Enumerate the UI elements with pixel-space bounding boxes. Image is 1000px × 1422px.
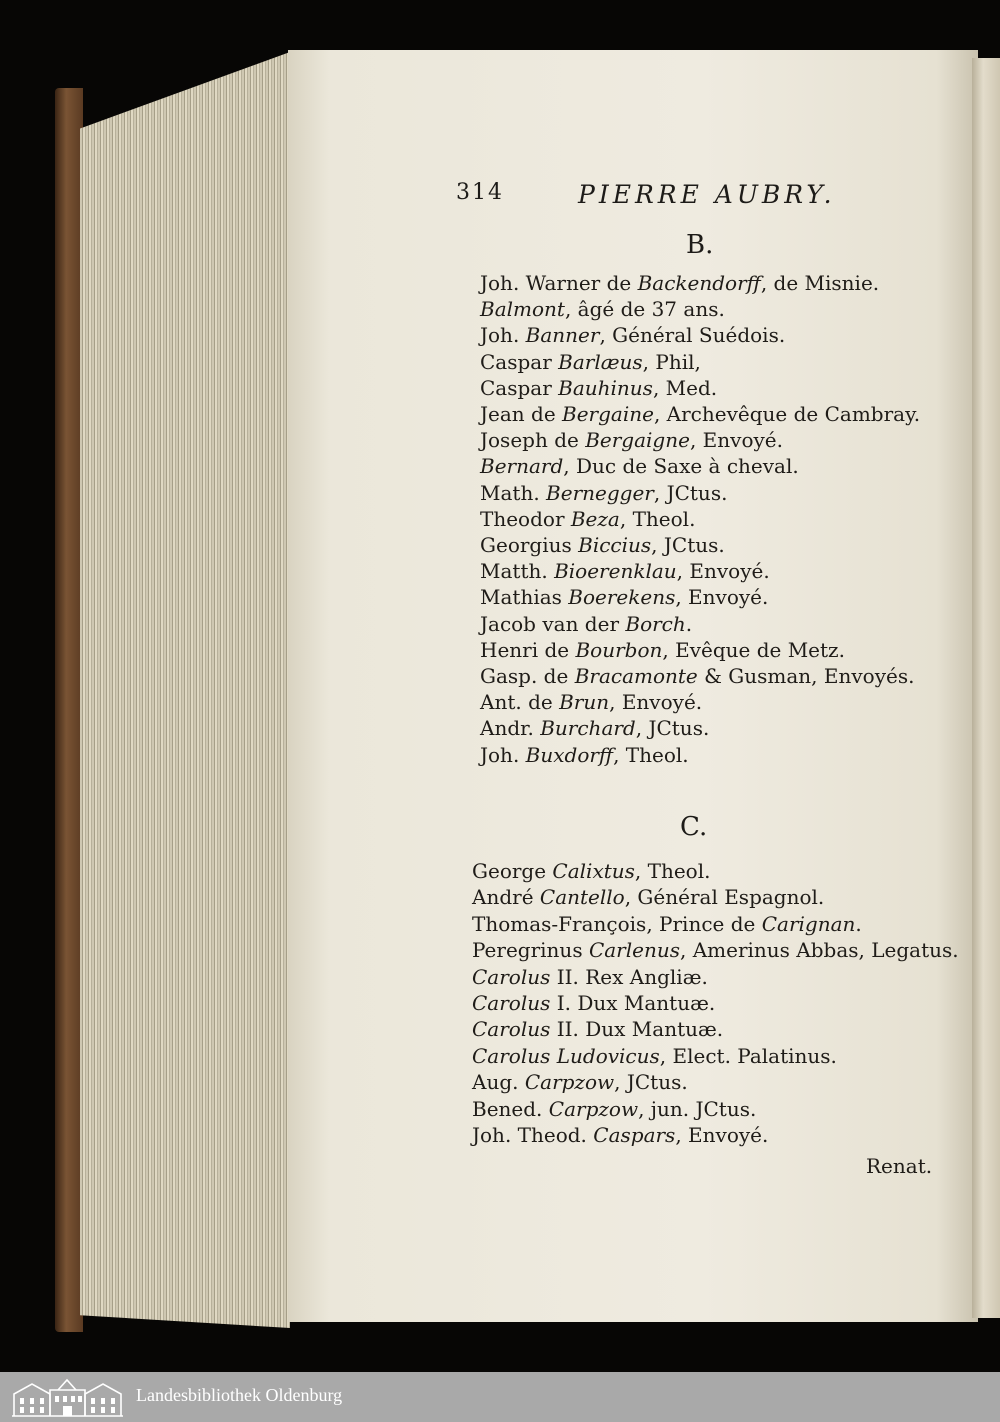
entry-name: Backendorff <box>637 271 761 295</box>
entry-prefix: Math. <box>480 480 547 505</box>
entry-prefix: Henri de <box>480 637 576 662</box>
entry-name: Carolus Ludovicus <box>472 1043 660 1068</box>
entry-suffix: . <box>855 911 862 936</box>
entry-suffix: , Amerinus Abbas, Legatus. <box>679 938 959 963</box>
entry-prefix: Aug. <box>472 1070 525 1095</box>
index-entry <box>480 480 920 506</box>
entry-prefix: Gasp. de <box>480 664 575 689</box>
entry-prefix: Thomas-François, Prince de <box>472 911 762 936</box>
entry-name: Bernegger <box>546 480 654 505</box>
index-entry <box>480 270 920 296</box>
entry-name: Bergaine <box>562 402 654 427</box>
entry-suffix: II. Dux Mantuæ. <box>550 1017 724 1042</box>
entry-name: Carolus <box>472 991 551 1016</box>
entry-suffix: , Theol. <box>634 859 711 883</box>
entry-suffix: , âgé de 37 ans. <box>564 297 725 322</box>
index-entry <box>480 584 920 610</box>
entry-prefix: Joh. <box>480 742 526 767</box>
page-edges <box>80 52 290 1328</box>
entry-name: Bourbon <box>575 637 663 662</box>
index-entry <box>480 715 920 741</box>
entry-suffix: , JCtus. <box>614 1070 688 1095</box>
entry-suffix: . <box>685 611 693 636</box>
entry-suffix: , Med. <box>652 375 718 400</box>
entry-prefix: Matth. <box>480 559 555 584</box>
entry-prefix: Theodor <box>480 506 571 531</box>
index-entry <box>480 742 920 768</box>
entry-name: Balmont <box>480 297 565 322</box>
entry-suffix: , jun. JCtus. <box>638 1096 757 1121</box>
index-entry <box>472 884 959 910</box>
entry-suffix: , de Misnie. <box>760 271 880 295</box>
section-letter-c: C. <box>680 812 708 842</box>
entry-name: Bernard <box>480 454 564 479</box>
index-entry <box>480 506 920 532</box>
entry-suffix: , Envoyé. <box>675 1123 769 1148</box>
entry-prefix: Bened. <box>472 1096 549 1121</box>
entry-prefix: Caspar <box>480 375 559 400</box>
entry-name: Beza <box>570 506 620 531</box>
entry-suffix: , JCtus. <box>653 480 728 505</box>
entry-suffix: , Général Espagnol. <box>624 885 825 910</box>
entry-suffix: & Gusman, Envoyés. <box>697 664 915 689</box>
entry-name: Buxdorff <box>525 742 614 767</box>
index-entry <box>480 637 920 663</box>
entry-list-c <box>472 858 959 1148</box>
index-entry <box>472 911 959 937</box>
entry-prefix: Joh. <box>480 323 526 348</box>
library-footer-bar <box>0 1372 1000 1422</box>
entry-list-b <box>480 270 920 768</box>
entry-name: Cantello <box>539 885 625 910</box>
book-cover-edge <box>55 88 83 1332</box>
entry-name: Banner <box>525 323 600 348</box>
entry-suffix: , Archevêque de Cambray. <box>653 402 921 427</box>
index-entry <box>472 1043 959 1069</box>
index-entry <box>472 1096 959 1122</box>
entry-name: Bergaigne <box>585 428 690 453</box>
index-entry <box>480 296 920 322</box>
index-entry <box>472 1016 959 1042</box>
entry-name: Bauhinus <box>558 375 653 400</box>
entry-name: Carlenus <box>588 938 680 963</box>
index-entry <box>480 663 920 689</box>
entry-prefix: Andr. <box>480 716 541 741</box>
page-number: 314 <box>456 180 504 205</box>
index-entry <box>480 611 920 637</box>
entry-suffix: , Envoyé. <box>676 559 770 584</box>
entry-name: Boerekens <box>568 585 676 610</box>
entry-name: Carignan <box>761 911 856 936</box>
index-entry <box>480 689 920 715</box>
entry-name: Carpzow <box>548 1096 639 1121</box>
entry-name: Carolus <box>472 1017 551 1042</box>
entry-prefix: Joseph de <box>480 428 586 453</box>
index-entry <box>480 453 920 479</box>
entry-suffix: , Duc de Saxe à cheval. <box>563 454 799 479</box>
entry-suffix: , JCtus. <box>635 716 710 741</box>
adjacent-page-edge <box>972 58 1000 1318</box>
entry-name: Carolus <box>472 964 551 989</box>
running-head: PIERRE AUBRY. <box>578 180 836 209</box>
library-name: Landesbibliothek Oldenburg <box>136 1385 343 1405</box>
entry-suffix: , Evêque de Metz. <box>662 637 845 662</box>
entry-name: Calixtus <box>552 859 635 883</box>
entry-name: Burchard <box>540 716 636 741</box>
catchword: Renat. <box>866 1154 933 1178</box>
index-entry <box>480 375 920 401</box>
entry-prefix: Jacob van der <box>480 611 626 636</box>
entry-suffix: II. Rex Angliæ. <box>550 964 708 989</box>
index-entry <box>472 937 959 963</box>
entry-name: Borch <box>625 611 686 636</box>
index-entry <box>472 1069 959 1095</box>
entry-name: Barlæus <box>558 349 643 374</box>
entry-prefix: Caspar <box>480 349 559 374</box>
entry-name: Carpzow <box>524 1070 615 1095</box>
entry-prefix: Ant. de <box>480 690 560 715</box>
index-entry <box>480 401 920 427</box>
entry-name: Bioerenklau <box>554 559 677 584</box>
entry-prefix: Joh. Warner de <box>480 271 638 295</box>
entry-prefix: André <box>472 885 540 910</box>
entry-suffix: , Général Suédois. <box>599 323 786 348</box>
index-entry <box>472 858 959 884</box>
entry-prefix: George <box>472 859 553 883</box>
index-entry <box>480 349 920 375</box>
index-entry <box>480 532 920 558</box>
index-entry <box>472 990 959 1016</box>
entry-name: Bracamonte <box>574 664 698 689</box>
entry-suffix: , JCtus. <box>651 533 725 558</box>
entry-suffix: I. Dux Mantuæ. <box>550 991 716 1016</box>
entry-suffix: , Envoyé. <box>675 585 769 610</box>
entry-name: Biccius <box>578 533 652 558</box>
index-entry <box>472 964 959 990</box>
section-letter-b: B. <box>686 230 714 260</box>
entry-suffix: , Elect. Palatinus. <box>659 1043 837 1068</box>
index-entry <box>480 558 920 584</box>
entry-prefix: Georgius <box>480 533 579 558</box>
entry-name: Caspars <box>593 1123 676 1148</box>
entry-suffix: , Phil, <box>642 349 701 374</box>
entry-suffix: , Theol. <box>613 742 689 767</box>
entry-suffix: , Theol. <box>619 506 696 531</box>
entry-prefix: Mathias <box>480 585 569 610</box>
index-entry <box>472 1122 959 1148</box>
entry-suffix: , Envoyé. <box>689 428 783 453</box>
entry-suffix: , Envoyé. <box>609 690 703 715</box>
entry-prefix: Jean de <box>480 402 563 427</box>
entry-prefix: Joh. Theod. <box>472 1123 594 1148</box>
library-building-logo-icon <box>10 1376 125 1418</box>
index-entry <box>480 427 920 453</box>
entry-prefix: Peregrinus <box>472 938 589 963</box>
index-entry <box>480 322 920 348</box>
entry-name: Brun <box>559 690 610 715</box>
